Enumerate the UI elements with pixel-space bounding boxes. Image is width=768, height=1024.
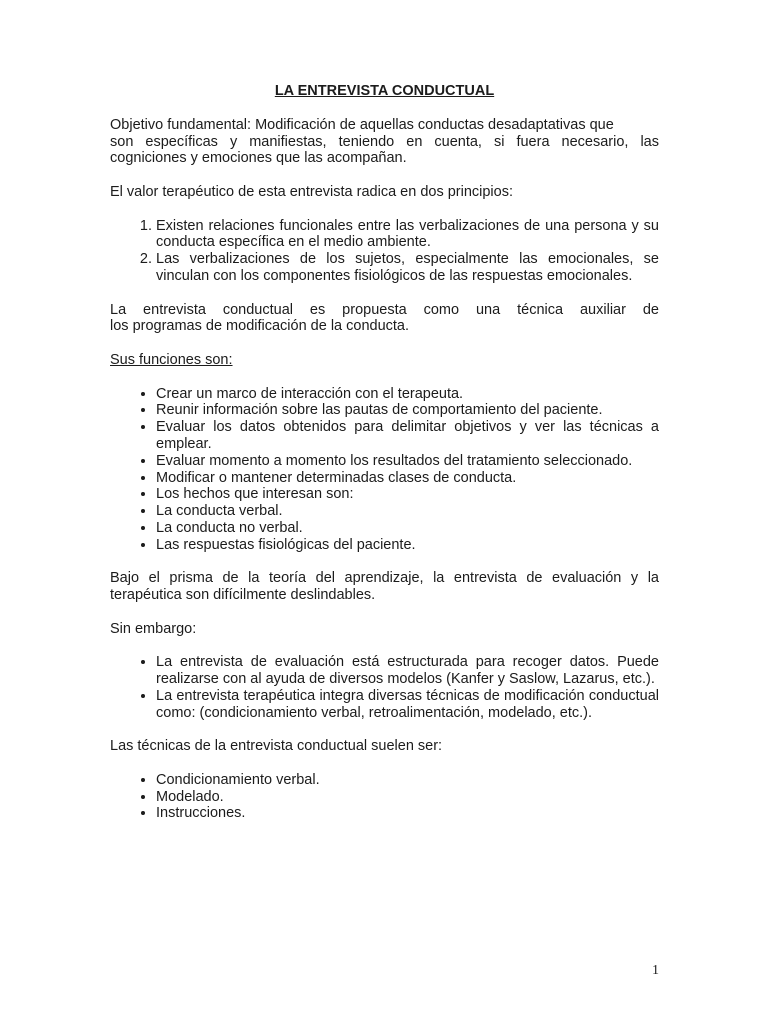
principles-list <box>110 218 659 285</box>
technique-item: • Instrucciones. <box>156 805 659 822</box>
document-page <box>110 83 659 839</box>
function-item: • Las respuestas fisiológicas del paciente. <box>156 537 659 554</box>
principle-item: 1. Existen relaciones funcionales entre las verbalizaciones de una persona y su conducta específica en el medio ambiente. <box>156 218 659 252</box>
function-item: • Crear un marco de interacción con el terapeuta. <box>156 386 659 403</box>
however-item: • La entrevista terapéutica integra diversas técnicas de modificación conductual como: (condicionamiento verbal, retroalimentación, modelado, etc.). <box>156 688 659 722</box>
objective-paragraph <box>110 117 659 167</box>
techniques-intro: Las técnicas de la entrevista conductual suelen ser: <box>110 738 443 755</box>
auxiliary-paragraph <box>110 302 659 336</box>
technique-item: • Modelado. <box>156 789 659 806</box>
principle-item: 2. Las verbalizaciones de los sujetos, especialmente las emocionales, se vinculan con los componentes fisiológicos de las respuestas emocionales. <box>156 251 659 285</box>
objective-line: son específicas y manifiestas, teniendo en cuenta, si fuera necesario, las <box>110 133 659 150</box>
however-list <box>110 654 659 721</box>
function-item: • La conducta no verbal. <box>156 520 659 537</box>
function-item: • Evaluar los datos obtenidos para delimitar objetivos y ver las técnicas a emplear. <box>156 419 659 453</box>
objective-line: cogniciones y emociones que las acompañan. <box>110 150 407 167</box>
prism-line: Bajo el prisma de la teoría del aprendizaje, la entrevista de evaluación y la <box>110 570 659 587</box>
techniques-list <box>110 772 659 822</box>
function-item: • La conducta verbal. <box>156 503 659 520</box>
prism-line: terapéutica son difícilmente deslindables. <box>110 587 376 604</box>
however-item: • La entrevista de evaluación está estructurada para recoger datos. Puede realizarse con al ayuda de diversos modelos (Kanfer y Saslow, Lazarus, etc.). <box>156 654 659 688</box>
technique-item: • Condicionamiento verbal. <box>156 772 659 789</box>
objective-line: Objetivo fundamental: Modificación de aquellas conductas desadaptativas que <box>110 116 614 133</box>
therapeutic-value-paragraph: El valor terapéutico de esta entrevista radica en dos principios: <box>110 183 513 200</box>
page-number: 1 <box>652 963 659 978</box>
function-item: • Los hechos que interesan son: <box>156 486 659 503</box>
function-item: • Reunir información sobre las pautas de comportamiento del paciente. <box>156 402 659 419</box>
however-paragraph: Sin embargo: <box>110 620 197 637</box>
prism-paragraph <box>110 570 659 604</box>
auxiliary-line: los programas de modificación de la conducta. <box>110 318 410 335</box>
function-item: • Modificar o mantener determinadas clases de conducta. <box>156 470 659 487</box>
document-title: LA ENTREVISTA CONDUCTUAL <box>274 83 495 99</box>
function-item: • Evaluar momento a momento los resultados del tratamiento seleccionado. <box>156 453 659 470</box>
auxiliary-line: La entrevista conductual es propuesta como una técnica auxiliar de <box>110 301 659 318</box>
functions-list <box>110 386 659 554</box>
functions-heading: Sus funciones son: <box>110 351 233 368</box>
